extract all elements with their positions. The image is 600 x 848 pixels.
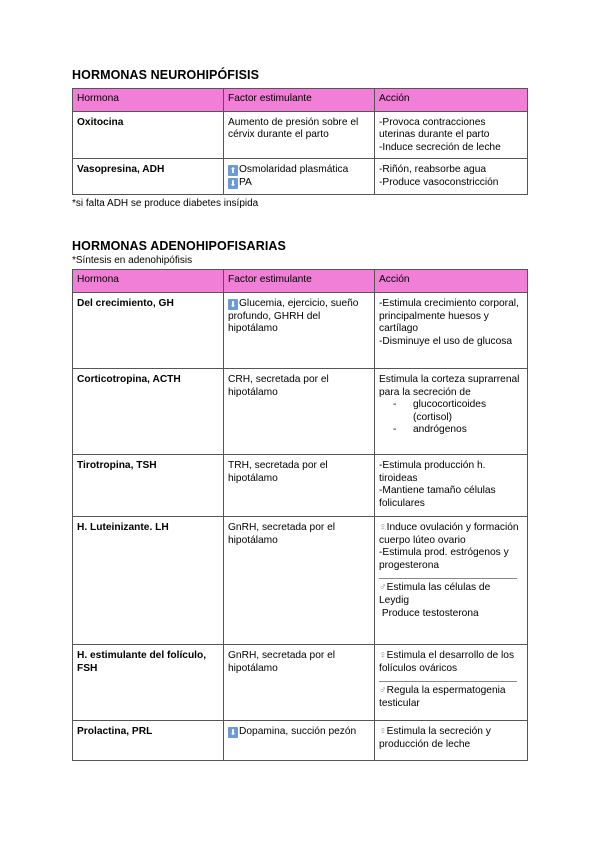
- factor-cell: Aumento de presión sobre el cérvix durante el parto: [224, 111, 375, 159]
- action-line: Estimula la corteza suprarrenal para la secreción de: [379, 373, 520, 398]
- hormone-name: Oxitocina: [73, 111, 224, 159]
- male-icon: ♂: [379, 582, 387, 594]
- action-line: -Riñón, reabsorbe agua: [379, 164, 487, 176]
- list-item: - andrógenos: [393, 424, 523, 437]
- action-line: Induce ovulación y formación cuerpo lúteo ovario: [379, 521, 519, 546]
- divider: [379, 681, 517, 682]
- hormone-name: Del crecimiento, GH: [73, 292, 224, 368]
- action-cell: [375, 368, 528, 454]
- factor-cell: ⬆ Osmolaridad plasmática ⬇ PA: [224, 159, 375, 195]
- table-row: [73, 454, 528, 516]
- action-cell: [375, 159, 528, 195]
- action-line: -Provoca contracciones uterinas durante el parto: [379, 116, 490, 141]
- secretion-list: [379, 399, 523, 437]
- action-cell: [375, 644, 528, 720]
- factor-cell: GnRH, secretada por el hipotálamo: [224, 644, 375, 720]
- header-hormona: Hormona: [73, 270, 224, 293]
- action-line: -Mantiene tamaño células foliculares: [379, 485, 496, 509]
- section-title-adenohipofisis: HORMONAS ADENOHIPOFISARIAS: [72, 239, 286, 254]
- arrow-down-icon: ⬇: [229, 299, 237, 309]
- factor-cell: CRH, secretada por el hipotálamo: [224, 368, 375, 454]
- table-row: [73, 368, 528, 454]
- hormone-name: H. Luteinizante. LH: [73, 516, 224, 644]
- factor-cell: GnRH, secretada por el hipotálamo: [224, 516, 375, 644]
- action-line: Estimula la secreción y producción de leche: [379, 725, 491, 750]
- factor-cell: ⬇ Dopamina, succión pezón: [224, 720, 375, 760]
- action-line: Regula la espermatogenia testicular: [379, 685, 506, 709]
- table-header-row: [73, 270, 528, 293]
- action-line: Produce testosterona: [379, 607, 479, 619]
- section-subtitle: *Síntesis en adenohipófisis: [72, 255, 193, 267]
- table-row: [73, 720, 528, 760]
- female-icon: ♀: [379, 725, 387, 737]
- hormone-name: Tirotropina, TSH: [73, 454, 224, 516]
- section-title-neurohipofisis: HORMONAS NEUROHIPÓFISIS: [72, 68, 260, 82]
- action-cell: [375, 454, 528, 516]
- action-line: -Produce vasoconstricción: [379, 176, 499, 188]
- action-cell: [375, 516, 528, 644]
- header-factor: Factor estimulante: [224, 89, 375, 112]
- arrow-down-icon: ⬇: [229, 727, 237, 737]
- female-icon: ♀: [379, 649, 387, 661]
- list-item: - glucocorticoides (cortisol): [393, 399, 523, 424]
- header-accion: Acción: [375, 270, 528, 293]
- action-line: -Estimula producción h. tiroideas: [379, 459, 486, 484]
- factor-cell: TRH, secretada por el hipotálamo: [224, 454, 375, 516]
- header-hormona: Hormona: [73, 89, 224, 112]
- arrow-down-icon: ⬇: [229, 178, 237, 188]
- footnote: *si falta ADH se produce diabetes insípida: [72, 198, 259, 210]
- arrow-up-icon: ⬆: [229, 166, 237, 176]
- adenohipofisis-table: [72, 269, 528, 761]
- action-cell: [375, 111, 528, 159]
- table-row: [73, 644, 528, 720]
- header-factor: Factor estimulante: [224, 270, 375, 293]
- action-cell: [375, 292, 528, 368]
- hormone-name: Prolactina, PRL: [73, 720, 224, 760]
- female-icon: ♀: [379, 521, 387, 533]
- action-line: -Induce secreción de leche: [379, 141, 501, 153]
- hormone-name: Corticotropina, ACTH: [73, 368, 224, 454]
- neurohipofisis-table: [72, 88, 528, 195]
- action-cell: [375, 720, 528, 760]
- action-line: Estimula las células de Leydig: [379, 582, 491, 606]
- table-row: [73, 516, 528, 644]
- table-header-row: [73, 89, 528, 112]
- table-row: [73, 159, 528, 195]
- action-line: Estimula el desarrollo de los folículos ováricos: [379, 649, 515, 674]
- divider: [379, 578, 517, 579]
- action-line: -Estimula crecimiento corporal, principalmente huesos y cartílago: [379, 297, 519, 335]
- hormone-name: H. estimulante del folículo, FSH: [73, 644, 224, 720]
- action-line: -Disminuye el uso de glucosa: [379, 335, 513, 347]
- factor-cell: ⬇ Glucemia, ejercicio, sueño profundo, GHRH del hipotálamo: [224, 292, 375, 368]
- document-page: [72, 68, 528, 761]
- table-row: [73, 111, 528, 159]
- action-line: -Estimula prod. estrógenos y progesterona: [379, 547, 509, 571]
- header-accion: Acción: [375, 89, 528, 112]
- hormone-name: Vasopresina, ADH: [73, 159, 224, 195]
- male-icon: ♂: [379, 685, 387, 697]
- table-row: [73, 292, 528, 368]
